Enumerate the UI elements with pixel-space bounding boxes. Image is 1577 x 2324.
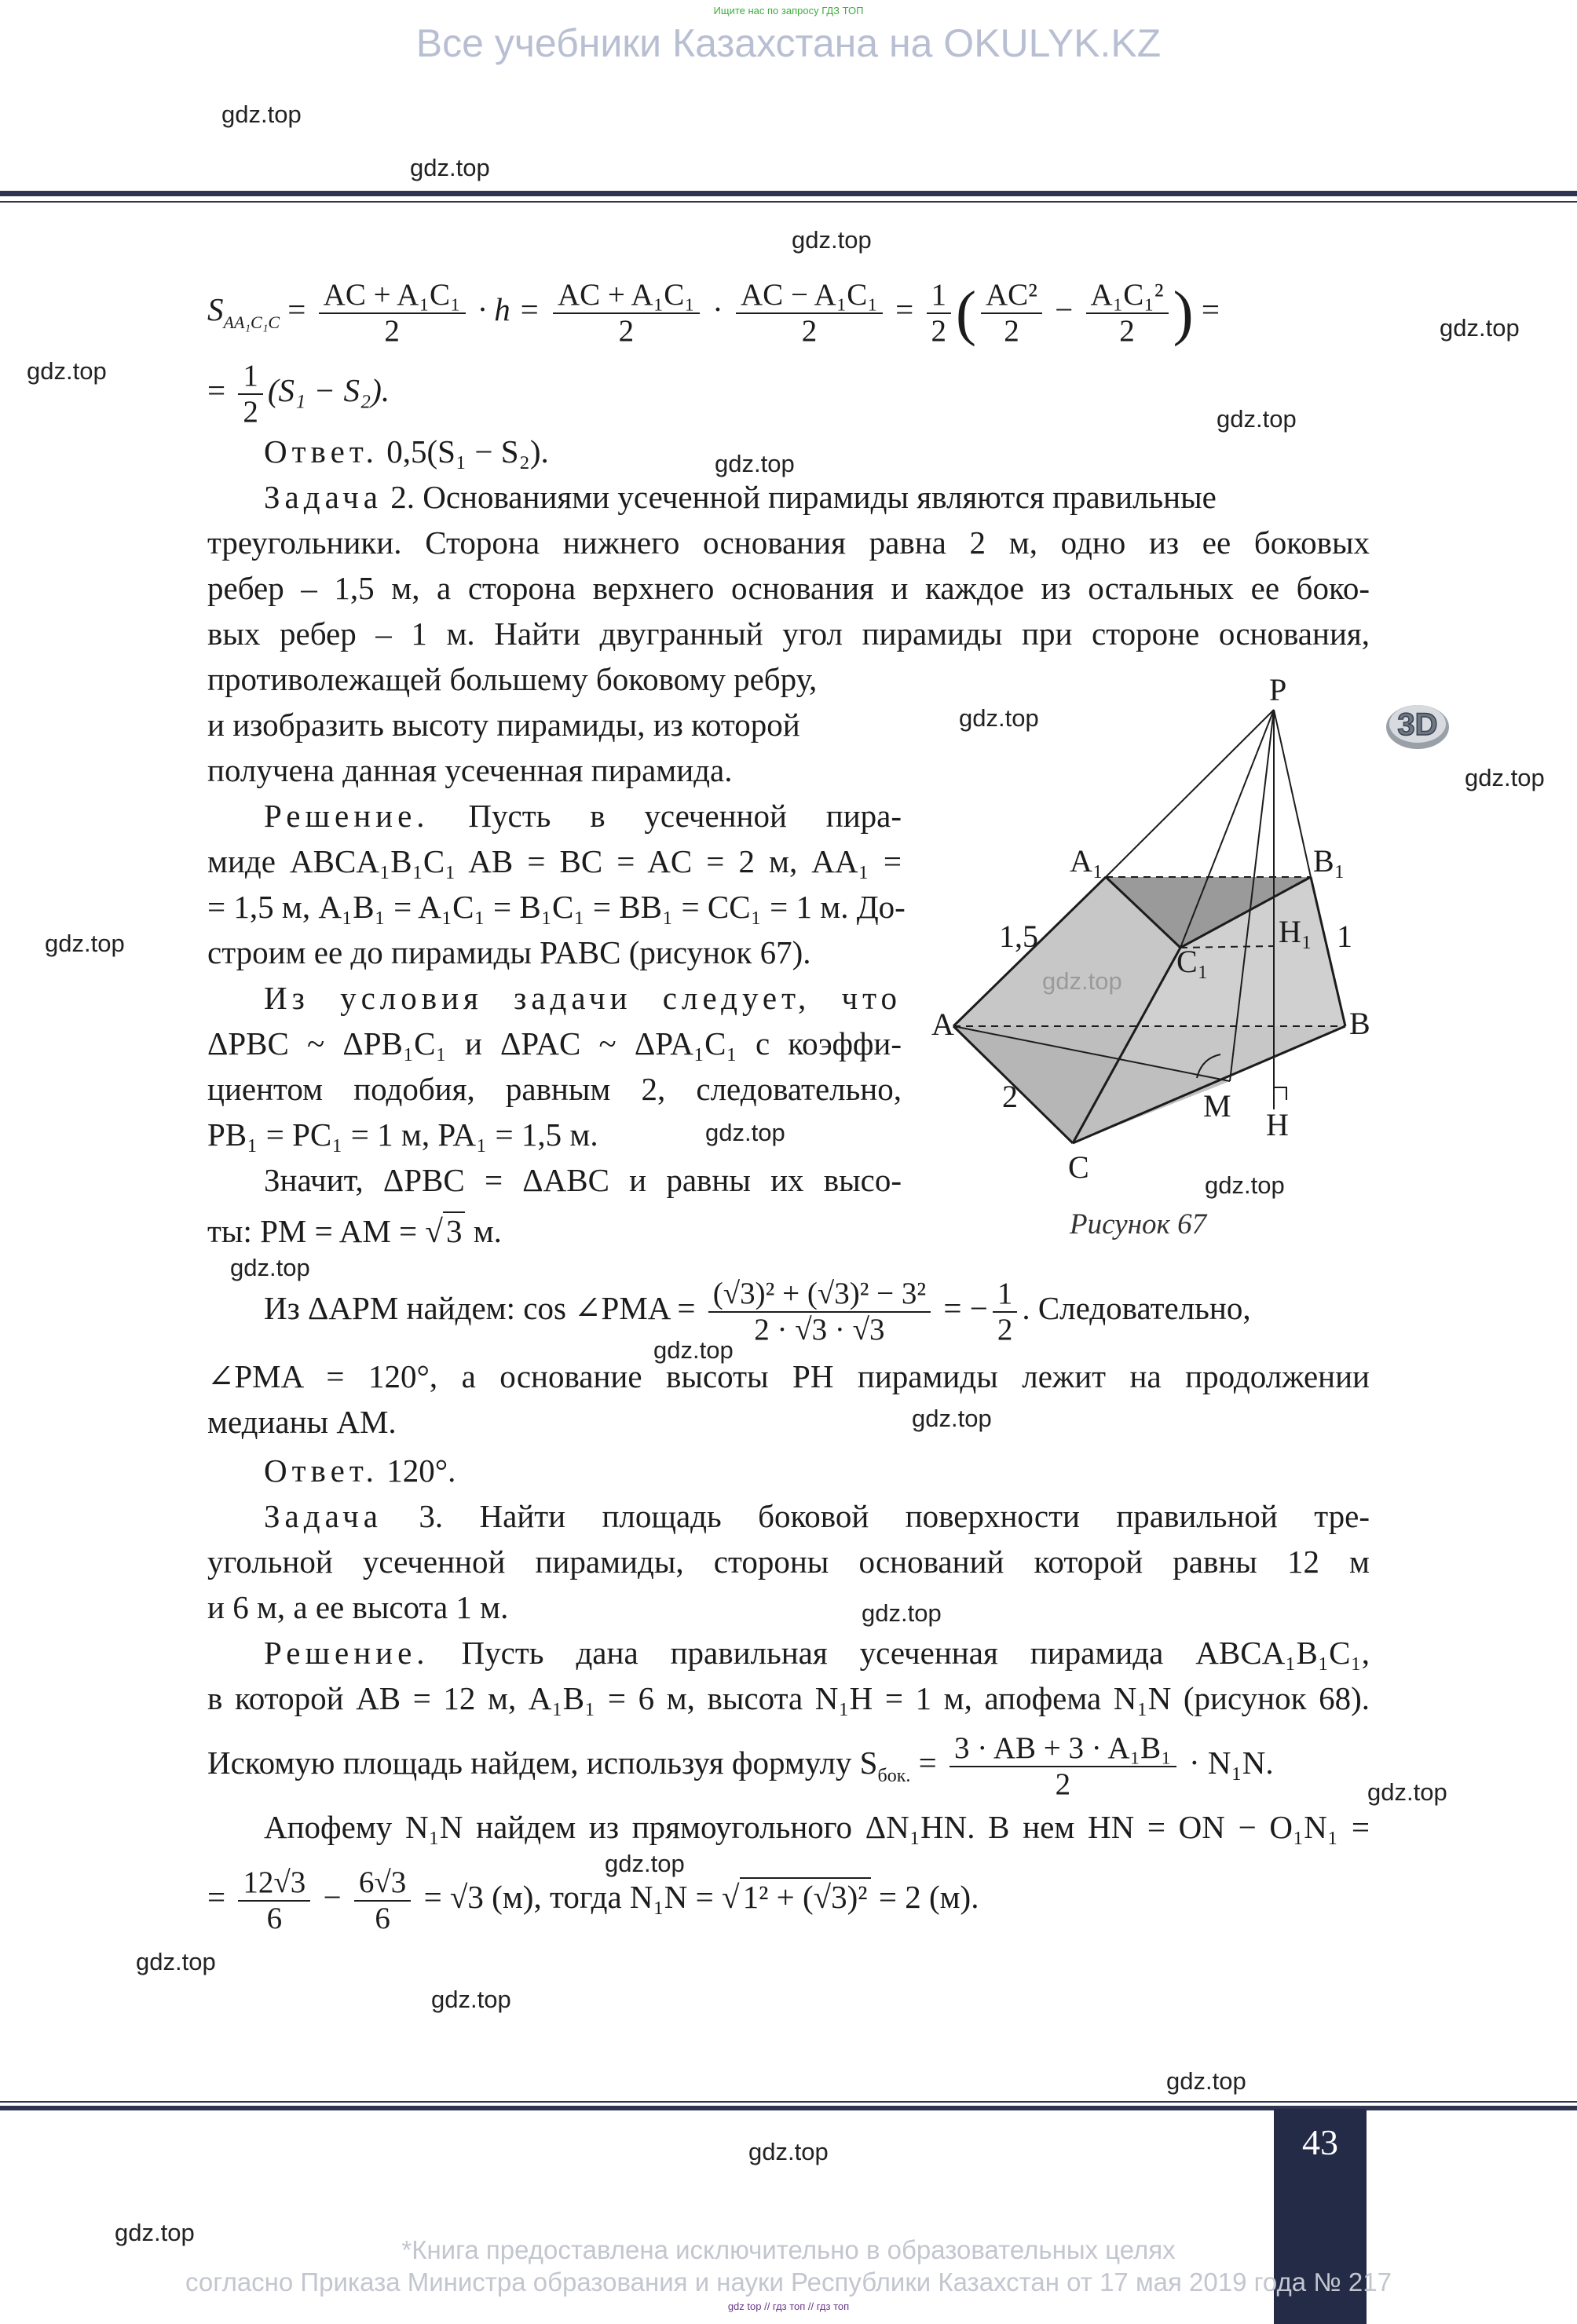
lateral-area-formula: Искомую площадь найдем, используя формулу $S_{бок.}$ = $\frac{\text{3 · AB + 3 · A₁B₁}}{2}$ · N₁N. — [207, 1730, 1274, 1801]
watermark: gdz.top — [27, 357, 107, 385]
watermark: gdz.top — [410, 154, 490, 181]
result-expression: (S₁ − S₂). — [267, 372, 390, 408]
answer-2 — [264, 1451, 1426, 1490]
watermark: gdz.top — [862, 1599, 942, 1627]
task-2-line: ребер – 1,5 м, а сторона верхнего основания и каждое из остальных ее боко- — [207, 570, 1370, 606]
task-label: Задача — [264, 479, 382, 515]
watermark: gdz.top — [1465, 764, 1545, 791]
top-note: Ищите нас по запросу ГДЗ ТОП — [713, 5, 864, 16]
top-rule-thick — [0, 191, 1577, 196]
fraction: $\frac{1}{2}$ — [993, 1277, 1018, 1347]
label-b1: B₁ — [1313, 843, 1345, 879]
task-2-line: и изобразить высоту пирамиды, из которой — [207, 707, 800, 743]
label-p: P — [1269, 672, 1287, 707]
label-c: C — [1068, 1149, 1089, 1185]
mult-dot: · — [712, 291, 723, 327]
apex-edge — [1106, 710, 1274, 877]
area-formula-line: $S_{AA_1C_1C}$ = $\frac{\text{AC + A₁C₁}}{2}$ · h = $\frac{\text{AC + A₁C₁}}{2}$ · $\frac{\text{AC − A₁C₁}}{2}$ = $\frac{1}{2}$ ( $\frac{\text{AC²}}{2}$ − $\frac{\text{A₁C₁²}}{2}$ ) = — [207, 277, 1220, 348]
label-a1: A₁ — [1070, 843, 1103, 879]
footer-links[interactable]: gdz top // гдз топ // гдз топ — [727, 2300, 850, 2312]
watermark: gdz.top — [1205, 1171, 1285, 1199]
watermark: gdz.top — [748, 2138, 829, 2165]
task-2-line: вых ребер – 1 м. Найти двугранный угол пирамиды при стороне основания, — [207, 616, 1370, 652]
task-3-line: Задача 3. Найти площадь боковой поверхности правильной тре- — [264, 1498, 1370, 1534]
solution-label: Решение. — [264, 798, 430, 834]
watermark: gdz.top — [431, 1986, 511, 2013]
fraction: $\frac{\text{3 · AB + 3 · A₁B₁}}{2}$ — [949, 1731, 1176, 1802]
fraction: $\frac{6√3}{6}$ — [354, 1865, 411, 1936]
top-rule-thin — [0, 201, 1577, 203]
fraction: $\frac{\text{AC + A₁C₁}}{2}$ — [553, 278, 700, 349]
fraction: $\frac{1}{2}$ — [927, 278, 952, 349]
cosine-formula-line: Из ΔAPM найдем: cos ∠PMA = $\frac{\text{(√3)² + (√3)² − 3²}}{2 \cdot √3 \cdot √3}$ = − $\frac{1}{2}$ . Следовательно, — [264, 1276, 1251, 1347]
watermark: gdz.top — [230, 1254, 310, 1281]
task-2-line: Задача 2. Основаниями усеченной пирамиды являются правильные — [264, 479, 1217, 515]
watermark: gdz.top — [1217, 405, 1297, 433]
label-edge-1: 1 — [1337, 919, 1352, 954]
task-3-line: и 6 м, а ее высота 1 м. — [207, 1589, 509, 1625]
solution-2-line: = 1,5 м, A₁B₁ = A₁C₁ = B₁C₁ = BB₁ = CC₁ = 1 м. До- — [207, 889, 906, 925]
apex-edge — [1274, 710, 1311, 877]
answer-value: 120°. — [386, 1452, 456, 1489]
watermark: gdz.top — [1440, 314, 1520, 342]
fraction: $\frac{\text{AC²}}{2}$ — [981, 278, 1042, 349]
task-2-line: треугольники. Сторона нижнего основания равна 2 м, одно из ее боковых — [207, 524, 1370, 561]
footer-disclaimer: *Книга предоставлена исключительно в образовательных целях — [401, 2235, 1176, 2264]
fraction: $\frac{\text{(√3)² + (√3)² − 3²}}{2 \cdot √3 \cdot √3}$ — [708, 1277, 931, 1347]
badge-label: 3D — [1397, 707, 1438, 742]
solution-2-line: Из условия задачи следует, что — [264, 980, 902, 1016]
solution-2-line: медианы AM. — [207, 1404, 397, 1440]
answer-label: Ответ. — [264, 1452, 379, 1489]
solution-3-line: Апофему N₁N найдем из прямоугольного ΔN₁HN. В нем HN = ON − O₁N₁ = — [264, 1809, 1370, 1845]
watermark: gdz.top — [136, 1948, 216, 1975]
label-h: H — [1266, 1107, 1289, 1142]
figure-caption: Рисунок 67 — [1070, 1208, 1207, 1241]
right-angle-mark — [1274, 1087, 1286, 1100]
solution-2-line: циентом подобия, равным 2, следовательно, — [207, 1071, 902, 1107]
label-c1: C₁ — [1176, 944, 1209, 979]
watermark: gdz.top — [959, 704, 1039, 732]
height-factor: · h = — [477, 291, 540, 327]
watermark: gdz.top — [45, 930, 125, 957]
solution-3-line: Решение. Пусть дана правильная усеченная пирамида ABCA₁B₁C₁, — [264, 1635, 1370, 1671]
answer-value: 0,5(S₁ − S₂). — [386, 433, 549, 470]
solution-2-line: Значит, ΔPBC = ΔABC и равны их высо- — [264, 1162, 902, 1198]
fraction: $\frac{1}{2}$ — [238, 359, 263, 429]
watermark: gdz.top — [715, 450, 795, 477]
watermark: gdz.top — [605, 1850, 685, 1877]
area-formula-result: = $\frac{1}{2}$ (S₁ − S₂). — [207, 358, 390, 429]
solution-2-line: строим ее до пирамиды PABC (рисунок 67). — [207, 934, 811, 970]
solution-2-line: миде ABCA₁B₁C₁ AB = BC = AC = 2 м, AA₁ = — [207, 843, 902, 879]
task-label: Задача — [264, 1498, 382, 1534]
watermark: gdz.top — [1367, 1778, 1447, 1806]
label-b: B — [1349, 1006, 1370, 1041]
pyramid-figure — [931, 672, 1398, 1256]
fraction: $\frac{\text{AC + A₁C₁}}{2}$ — [319, 278, 466, 349]
label-edge-15: 1,5 — [999, 919, 1038, 954]
fraction: $\frac{\text{A₁C₁²}}{2}$ — [1086, 278, 1169, 349]
area-subscript: AA₁C₁C — [223, 312, 280, 332]
solution-label: Решение. — [264, 1635, 430, 1671]
watermark: gdz.top — [115, 2219, 195, 2246]
area-symbol: S — [207, 291, 224, 327]
label-h1: H₁ — [1279, 914, 1312, 949]
watermark: gdz.top — [1166, 2067, 1246, 2095]
watermark: gdz.top — [653, 1336, 734, 1364]
task-2-line: получена данная усеченная пирамида. — [207, 752, 733, 788]
footer-disclaimer: согласно Приказа Министра образования и науки Республики Казахстан от 17 мая 2019 года № 217 — [185, 2267, 1392, 2297]
site-banner[interactable]: Все учебники Казахстана на OKULYK.KZ — [415, 21, 1162, 65]
watermark: gdz.top — [221, 100, 302, 128]
bottom-rule-thin — [0, 2101, 1577, 2103]
answer-label: Ответ. — [264, 433, 379, 470]
solution-3-line: в которой AB = 12 м, A₁B₁ = 6 м, высота N₁H = 1 м, апофема N₁N (рисунок 68). — [207, 1680, 1370, 1716]
watermark: gdz.top — [792, 226, 872, 254]
solution-2-line: ∠PMA = 120°, а основание высоты PH пирамиды лежит на продолжении — [207, 1358, 1370, 1394]
label-m: M — [1203, 1088, 1231, 1124]
solution-2-line: PB₁ = PC₁ = 1 м, PA₁ = 1,5 м. — [207, 1116, 598, 1153]
answer-1 — [264, 432, 1426, 471]
solution-2-line: Решение. Пусть в усеченной пира- — [264, 798, 902, 834]
watermark: gdz.top — [705, 1119, 785, 1146]
task-3-line: угольной усеченной пирамиды, стороны оснований которой равны 12 м — [207, 1544, 1370, 1580]
fraction: $\frac{12√3}{6}$ — [238, 1865, 310, 1936]
task-2-line: противолежащей большему боковому ребру, — [207, 661, 818, 697]
solution-2-line: ΔPBC ~ ΔPB₁C₁ и ΔPAC ~ ΔPA₁C₁ с коэффи- — [207, 1025, 902, 1062]
fraction: $\frac{\text{AC − A₁C₁}}{2}$ — [736, 278, 883, 349]
watermark: gdz.top — [912, 1405, 992, 1432]
solution-2-line: ты: PM = AM = √3 м. — [207, 1213, 502, 1249]
label-a: A — [931, 1007, 954, 1042]
page-number: 43 — [1302, 2122, 1338, 2162]
apothem-formula: = $\frac{12√3}{6}$ − $\frac{6√3}{6}$ = √3 (м), тогда N₁N = √1² + (√3)² = 2 (м). — [207, 1865, 979, 1935]
label-edge-2: 2 — [1002, 1079, 1018, 1114]
